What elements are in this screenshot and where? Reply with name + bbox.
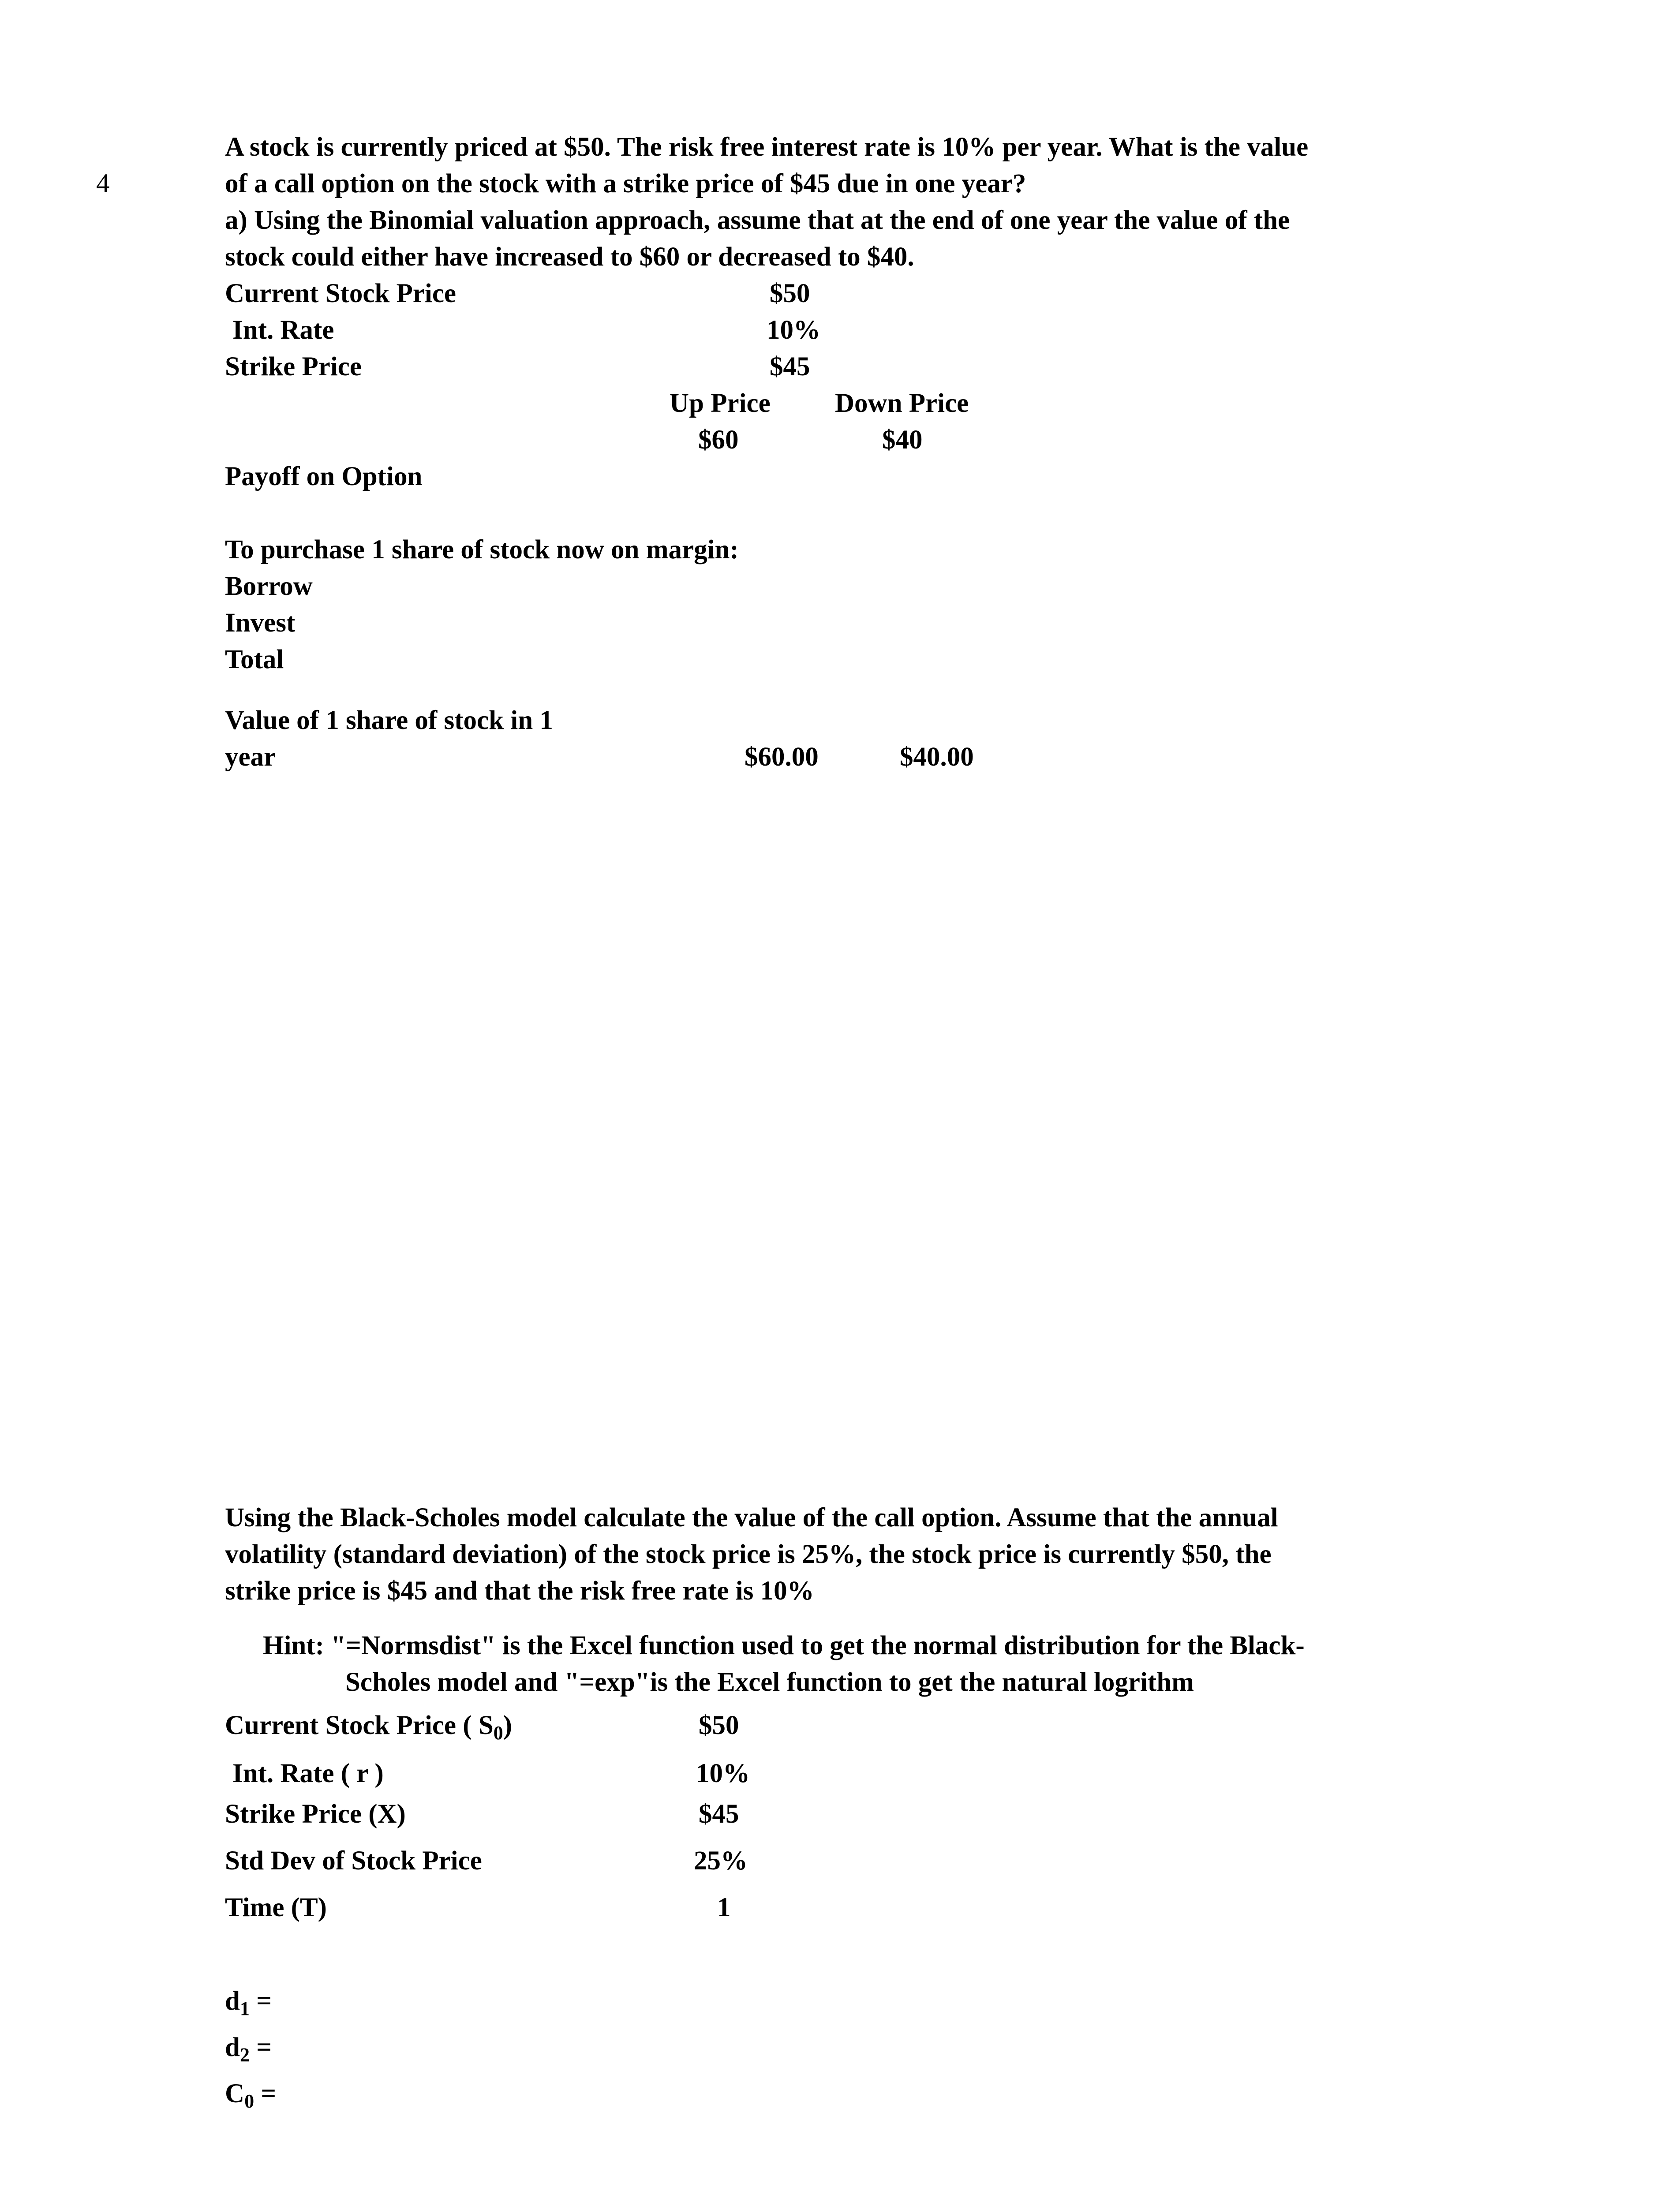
- value-in-one-year-label-line-1: Value of 1 share of stock in 1: [225, 706, 553, 735]
- current-stock-price-label: Current Stock Price: [225, 279, 456, 308]
- bs-time-label: Time (T): [225, 1893, 327, 1922]
- question-number-4: 4: [96, 169, 110, 198]
- bs-text-line-2: volatility (standard deviation) of the stock price is 25%, the stock price is currently $50, the: [225, 1540, 1272, 1569]
- bs-text-line-1: Using the Black-Scholes model calculate the value of the call option. Assume that the annual: [225, 1503, 1278, 1532]
- c0-label: $C_0$ =: [225, 2079, 277, 2112]
- value-in-one-year-down: $40.00: [900, 742, 974, 772]
- bs-int-rate-value: 10%: [696, 1759, 750, 1788]
- value-in-one-year-label-line-2: year: [225, 742, 276, 772]
- total-label: Total: [225, 645, 284, 674]
- strike-price-label: Strike Price: [225, 352, 362, 381]
- bs-std-dev-value: 25%: [694, 1846, 748, 1876]
- bs-std-dev-label: Std Dev of Stock Price: [225, 1846, 482, 1876]
- value-in-one-year-up: $60.00: [745, 742, 819, 772]
- bs-hint-line-1: Hint: "=Normsdist" is the Excel function used to get the normal distribution for the Black-: [263, 1631, 1305, 1660]
- down-price-value: $40: [882, 425, 923, 455]
- borrow-label: Borrow: [225, 572, 313, 601]
- bs-int-rate-label: Int. Rate ( r ): [232, 1759, 384, 1788]
- bs-current-stock-price-label: Current Stock Price ( $S_0$): [225, 1711, 513, 1744]
- q4-text-line-4: stock could either have increased to $60 or decreased to $40.: [225, 242, 914, 272]
- d2-label: $d_2$ =: [225, 2033, 272, 2066]
- bs-strike-price-label: Strike Price (X): [225, 1799, 406, 1829]
- q4-text-line-2: of a call option on the stock with a strike price of $45 due in one year?: [225, 169, 1026, 198]
- bs-strike-price-value: $45: [699, 1799, 739, 1829]
- q4-text-line-1: A stock is currently priced at $50. The risk free interest rate is 10% per year. What is the value: [225, 132, 1309, 162]
- d1-label: $d_1$ =: [225, 1986, 272, 2019]
- current-stock-price-value: $50: [770, 279, 810, 308]
- invest-label: Invest: [225, 608, 296, 638]
- int-rate-label: Int. Rate: [232, 315, 334, 345]
- margin-heading: To purchase 1 share of stock now on margin:: [225, 535, 739, 564]
- strike-price-value: $45: [770, 352, 810, 381]
- up-price-header: Up Price: [670, 389, 771, 418]
- up-price-value: $60: [698, 425, 739, 455]
- bs-hint-line-2: Scholes model and "=exp"is the Excel function to get the natural logrithm: [345, 1667, 1194, 1697]
- q4-text-line-3: a) Using the Binomial valuation approach, assume that at the end of one year the value of the: [225, 206, 1290, 235]
- bs-time-value: 1: [717, 1893, 731, 1922]
- payoff-on-option-label: Payoff on Option: [225, 462, 423, 491]
- bs-text-line-3: strike price is $45 and that the risk free rate is 10%: [225, 1576, 814, 1606]
- bs-current-stock-price-value: $50: [699, 1711, 739, 1740]
- int-rate-value: 10%: [767, 315, 820, 345]
- down-price-header: Down Price: [835, 389, 969, 418]
